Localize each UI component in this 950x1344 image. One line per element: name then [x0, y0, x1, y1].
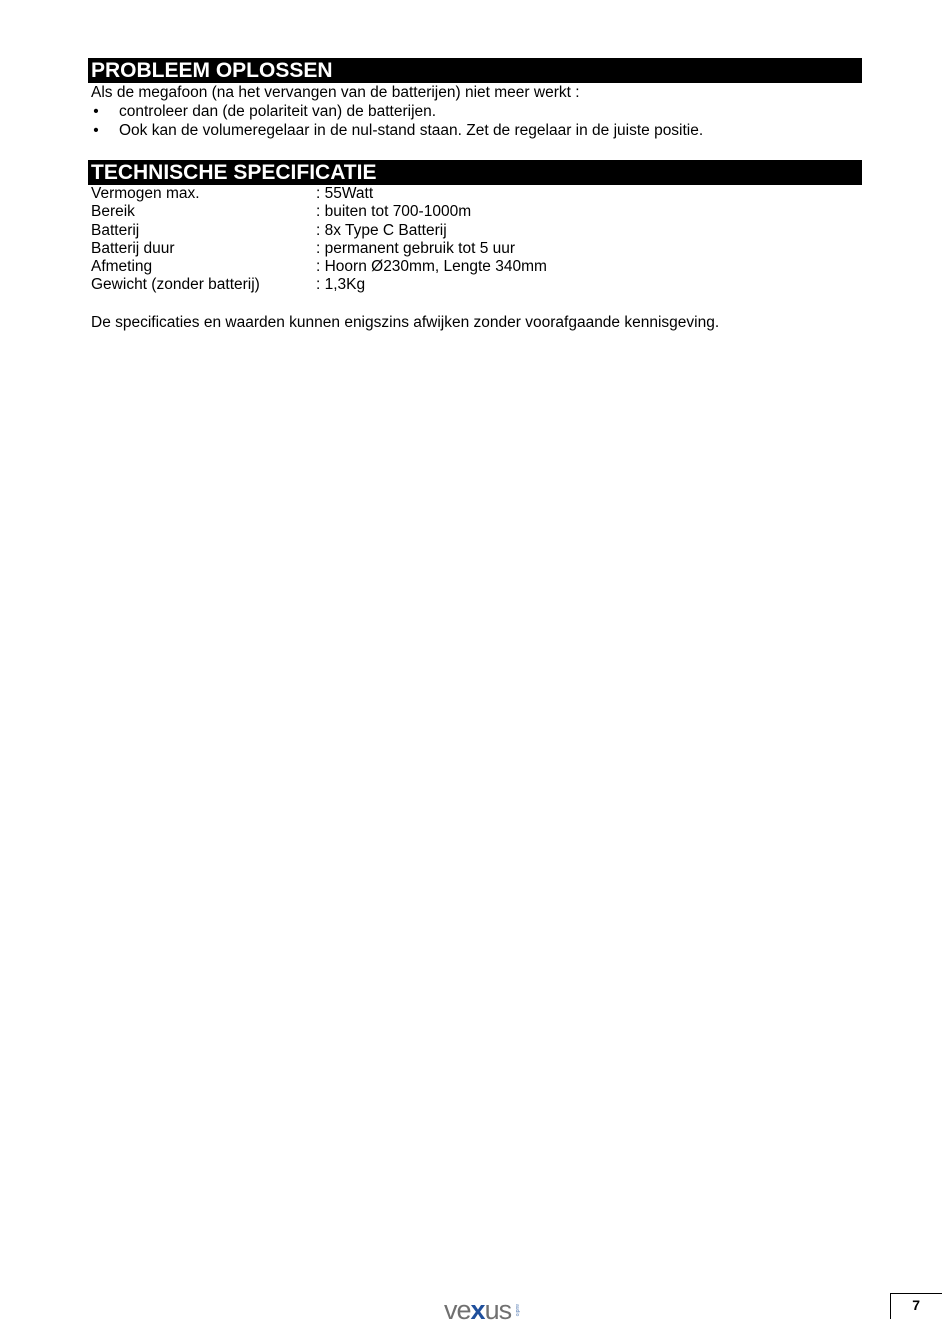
- table-row: [91, 276, 547, 294]
- table-row: [91, 240, 547, 258]
- specifications-table: [91, 185, 547, 295]
- specifications-heading: TECHNISCHE SPECIFICATIE: [88, 160, 862, 185]
- list-item-text: Ook kan de volumeregelaar in de nul-stand staan. Zet de regelaar in de juiste positie.: [119, 121, 704, 139]
- troubleshooting-list: [91, 103, 703, 140]
- logo-x-mark: x: [470, 1295, 485, 1325]
- spec-value: : buiten tot 700-1000m: [316, 203, 472, 221]
- logo-subtext: audio: [514, 1303, 521, 1317]
- table-row: [91, 203, 547, 221]
- list-item: [91, 122, 703, 141]
- spec-value: : 8x Type C Batterij: [316, 221, 447, 239]
- troubleshooting-intro: Als de megafoon (na het vervangen van de batterijen) niet meer werkt :: [91, 84, 580, 101]
- bullet-icon: •: [93, 121, 99, 139]
- spec-value: : permanent gebruik tot 5 uur: [316, 239, 516, 257]
- vexus-logo: [444, 1295, 520, 1325]
- logo-text-end: us: [484, 1295, 512, 1325]
- page-number: 7: [912, 1297, 920, 1313]
- logo-wordmark: [444, 1295, 511, 1325]
- spec-label: Vermogen max.: [91, 185, 200, 202]
- spec-label: Batterij: [91, 221, 140, 239]
- list-item: [91, 103, 703, 122]
- list-item-text: controleer dan (de polariteit van) de batterijen.: [119, 103, 437, 120]
- spec-value: : 55Watt: [316, 185, 374, 202]
- table-row: [91, 185, 547, 203]
- table-row: [91, 222, 547, 240]
- spec-label: Afmeting: [91, 258, 153, 276]
- table-row: [91, 258, 547, 276]
- spec-label: Gewicht (zonder batterij): [91, 276, 260, 294]
- specifications-note: De specificaties en waarden kunnen enigszins afwijken zonder voorafgaande kennisgeving.: [91, 314, 720, 331]
- spec-label: Bereik: [91, 203, 135, 221]
- page-number-box: [890, 1293, 942, 1319]
- spec-label: Batterij duur: [91, 239, 175, 257]
- troubleshooting-heading: PROBLEEM OPLOSSEN: [88, 58, 862, 83]
- spec-value: : 1,3Kg: [316, 276, 366, 294]
- logo-text-start: ve: [444, 1295, 471, 1325]
- bullet-icon: •: [93, 103, 99, 120]
- spec-value: : Hoorn Ø230mm, Lengte 340mm: [316, 258, 547, 276]
